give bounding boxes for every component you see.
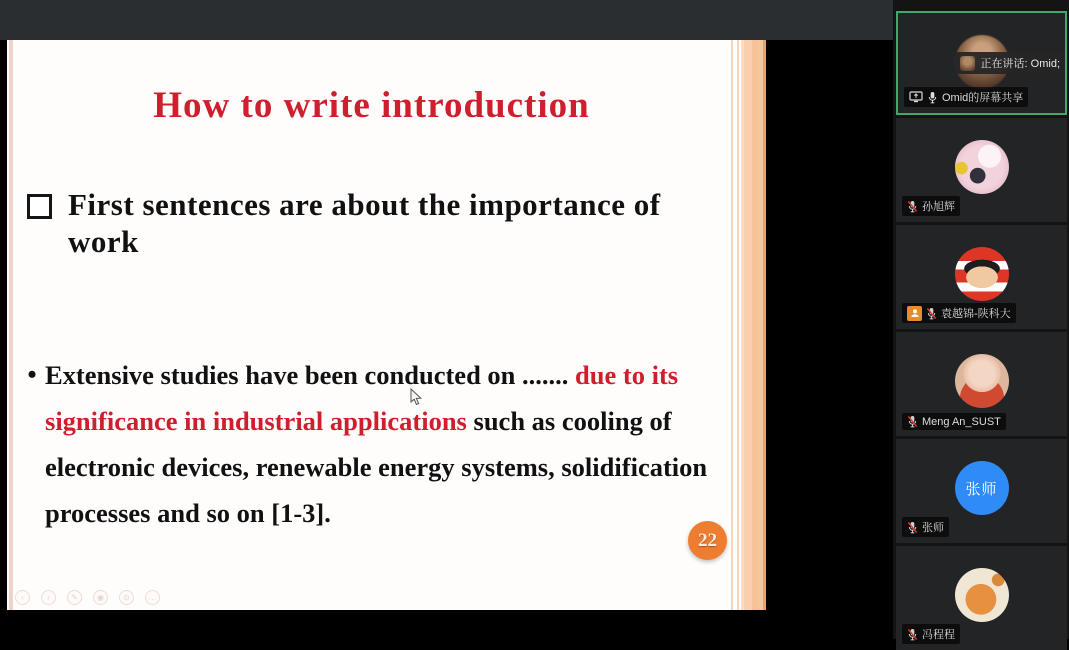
pen-tool-button[interactable]: ✎ [67,590,82,605]
participant-name: Omid的屏幕共享 [942,92,1024,104]
avatar [955,568,1009,622]
square-bullet-icon [27,194,52,219]
participant-name: 袁越锦-陕科大 [941,308,1011,320]
name-tag [902,624,960,644]
laser-tool-button[interactable]: ◉ [93,590,108,605]
screen-share-icon [909,91,923,103]
avatar: 张师 [955,461,1009,515]
bullet1-text: First sentences are about the importance of work [68,187,661,259]
name-tag [904,87,1028,107]
slide-page-number-badge: 22 [688,521,727,560]
avatar [955,354,1009,408]
video-tile-sunxuhui[interactable] [896,118,1067,222]
avatar [955,140,1009,194]
video-tile-mengan[interactable] [896,332,1067,436]
speaking-indicator [955,52,1065,74]
avatar [955,247,1009,301]
slide-paragraph [19,352,745,536]
next-slide-button[interactable]: › [41,590,56,605]
slideshow-nav-toolbar [15,590,160,605]
name-tag [902,413,1006,430]
participant-name: 孙旭辉 [922,201,955,213]
mic-muted-icon [907,200,918,213]
slide [7,40,766,610]
dot-bullet-icon: • [27,360,37,389]
zoom-tool-button[interactable]: ⊙ [119,590,134,605]
more-options-button[interactable]: … [145,590,160,605]
name-tag [902,303,1016,323]
mic-on-icon [927,91,938,104]
video-tile-zhangshi[interactable] [896,439,1067,543]
speaking-indicator-text: 正在讲话: Omid; [980,58,1060,70]
mic-muted-icon [907,521,918,534]
paragraph-text [45,352,745,536]
mouse-cursor [410,388,423,407]
slide-bullet-item [21,186,724,260]
paragraph-seg-black2: such as cooling of electronic devices, renewable energy systems, solidification processes and so on [1-3]. [45,406,708,528]
participant-name: Meng An_SUST [922,415,1001,428]
mic-muted-icon [907,415,918,428]
participants-sidebar [893,0,1069,639]
profile-person-icon [907,306,922,321]
slide-title: How to write introduction [153,85,590,126]
mic-muted-icon [926,307,937,320]
video-tile-omid[interactable] [896,11,1067,115]
video-tile-yuanyuejin[interactable] [896,225,1067,329]
paragraph-seg-red: due to its significance in industrial applications [45,360,679,436]
participant-name: 张师 [922,522,944,534]
paragraph-seg-black1: Extensive studies have been conducted on ....... [45,360,576,390]
participant-name: 冯程程 [922,629,955,641]
name-tag [902,196,960,216]
presentation-top-bar [0,0,893,40]
prev-slide-button[interactable]: ‹ [15,590,30,605]
speaker-mini-avatar-icon [960,56,975,71]
name-tag [902,517,949,537]
video-tile-fengchengcheng[interactable] [896,546,1067,650]
